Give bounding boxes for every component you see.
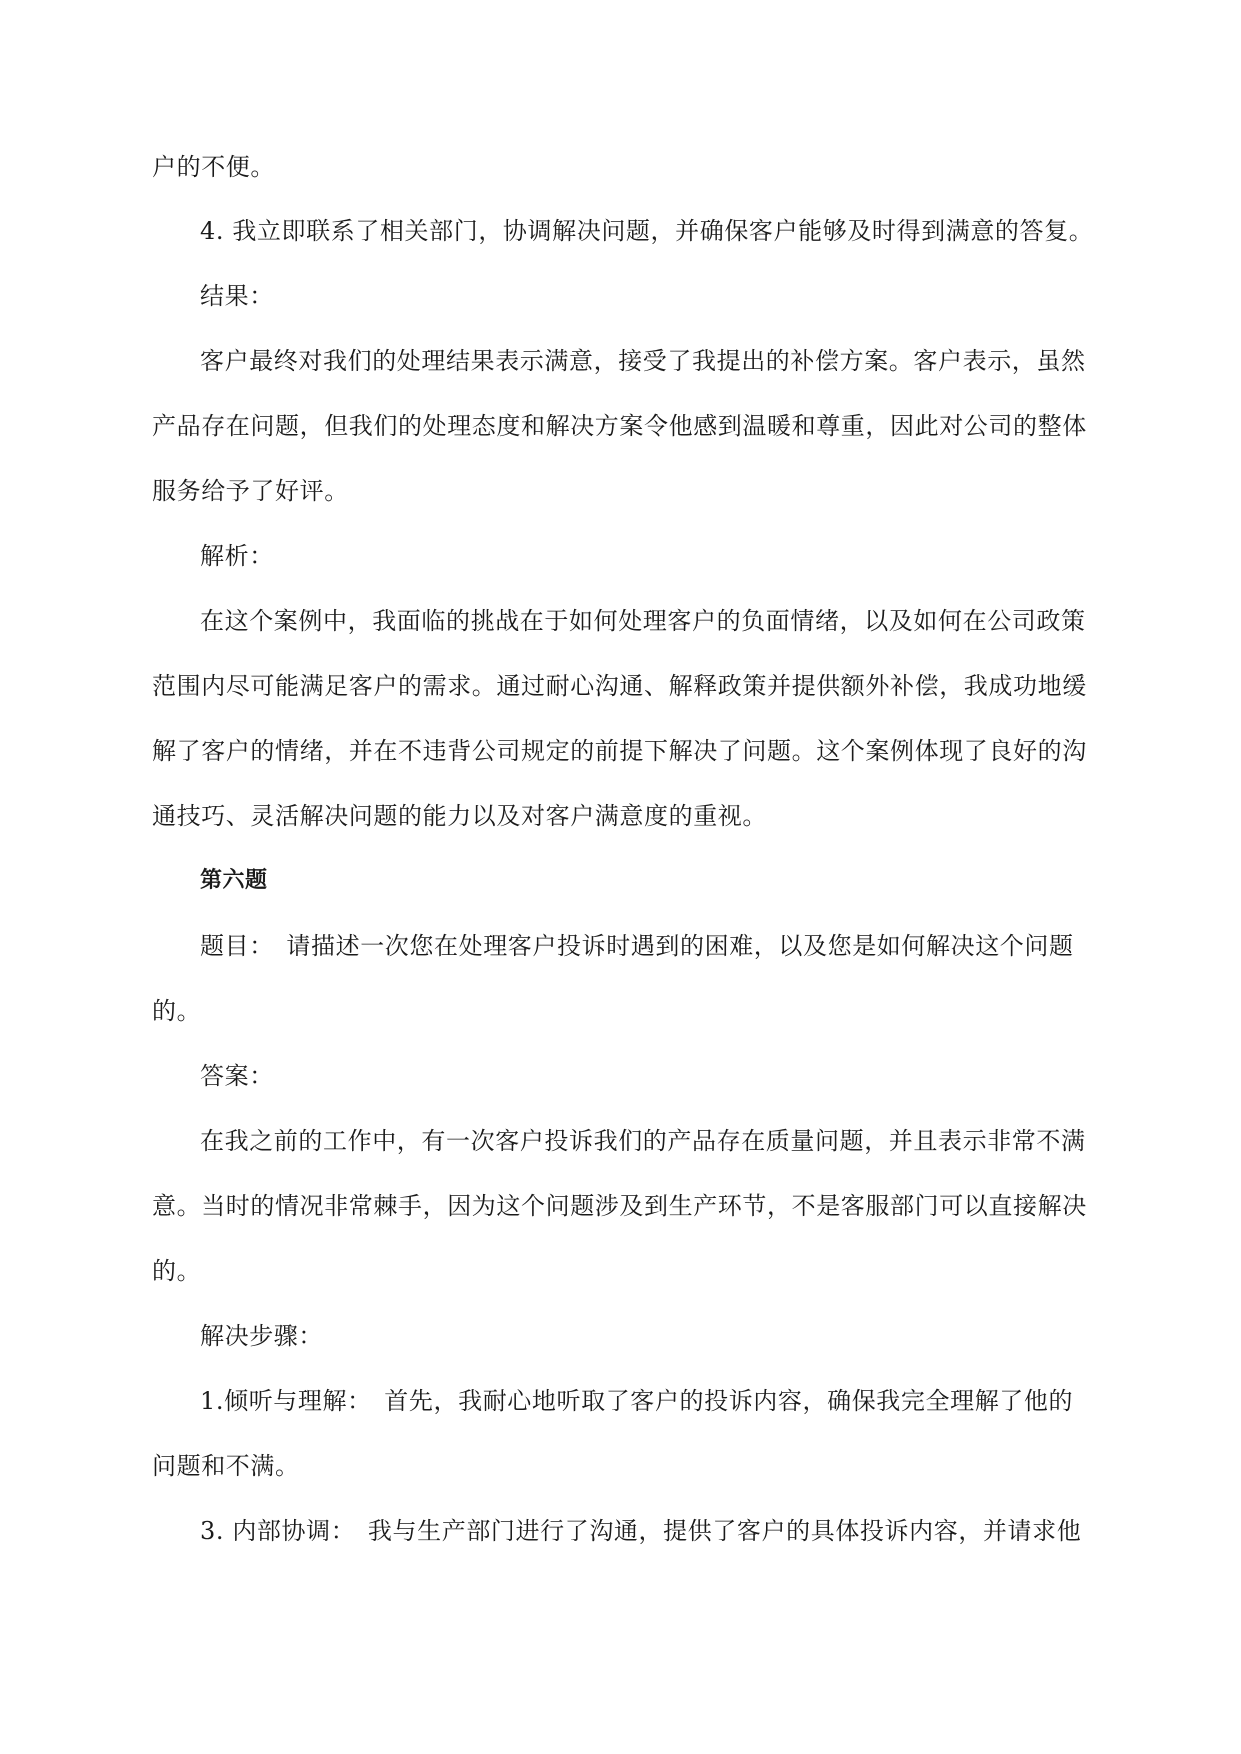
- section-label-steps: 解决步骤：: [200, 1322, 323, 1350]
- paragraph-line: 解了客户的情绪，并在不违背公司规定的前提下解决了问题。这个案例体现了良好的沟: [152, 737, 1087, 765]
- section-label-answer: 答案：: [200, 1062, 274, 1090]
- question-prompt: 题目： 请描述一次您在处理客户投诉时遇到的困难，以及您是如何解决这个问题: [200, 932, 1074, 960]
- paragraph-line: 户的不便。: [152, 153, 275, 181]
- list-item-step-1: 1.倾听与理解： 首先，我耐心地听取了客户的投诉内容，确保我完全理解了他的: [200, 1387, 1074, 1415]
- paragraph-line: 在我之前的工作中，有一次客户投诉我们的产品存在质量问题，并且表示非常不满: [200, 1127, 1086, 1155]
- paragraph-line: 意。当时的情况非常棘手，因为这个问题涉及到生产环节，不是客服部门可以直接解决: [152, 1192, 1087, 1220]
- section-label-analysis: 解析：: [200, 542, 274, 570]
- paragraph-line: 的。: [152, 997, 202, 1025]
- list-item-step-4: 4. 我立即联系了相关部门，协调解决问题，并确保客户能够及时得到满意的答复。: [200, 217, 1094, 245]
- paragraph-line: 范围内尽可能满足客户的需求。通过耐心沟通、解释政策并提供额外补偿，我成功地缓: [152, 672, 1087, 700]
- paragraph-line: 客户最终对我们的处理结果表示满意，接受了我提出的补偿方案。客户表示，虽然: [200, 347, 1086, 375]
- paragraph-line: 通技巧、灵活解决问题的能力以及对客户满意度的重视。: [152, 802, 767, 830]
- question-heading: 第六题: [200, 868, 268, 893]
- paragraph-line: 问题和不满。: [152, 1452, 300, 1480]
- list-item-step-3: 3. 内部协调： 我与生产部门进行了沟通，提供了客户的具体投诉内容，并请求他: [200, 1517, 1082, 1545]
- paragraph-line: 的。: [152, 1257, 202, 1285]
- section-label-result: 结果：: [200, 282, 274, 310]
- paragraph-line: 在这个案例中，我面临的挑战在于如何处理客户的负面情绪，以及如何在公司政策: [200, 607, 1086, 635]
- paragraph-line: 产品存在问题，但我们的处理态度和解决方案令他感到温暖和尊重，因此对公司的整体: [152, 412, 1087, 440]
- paragraph-line: 服务给予了好评。: [152, 477, 349, 505]
